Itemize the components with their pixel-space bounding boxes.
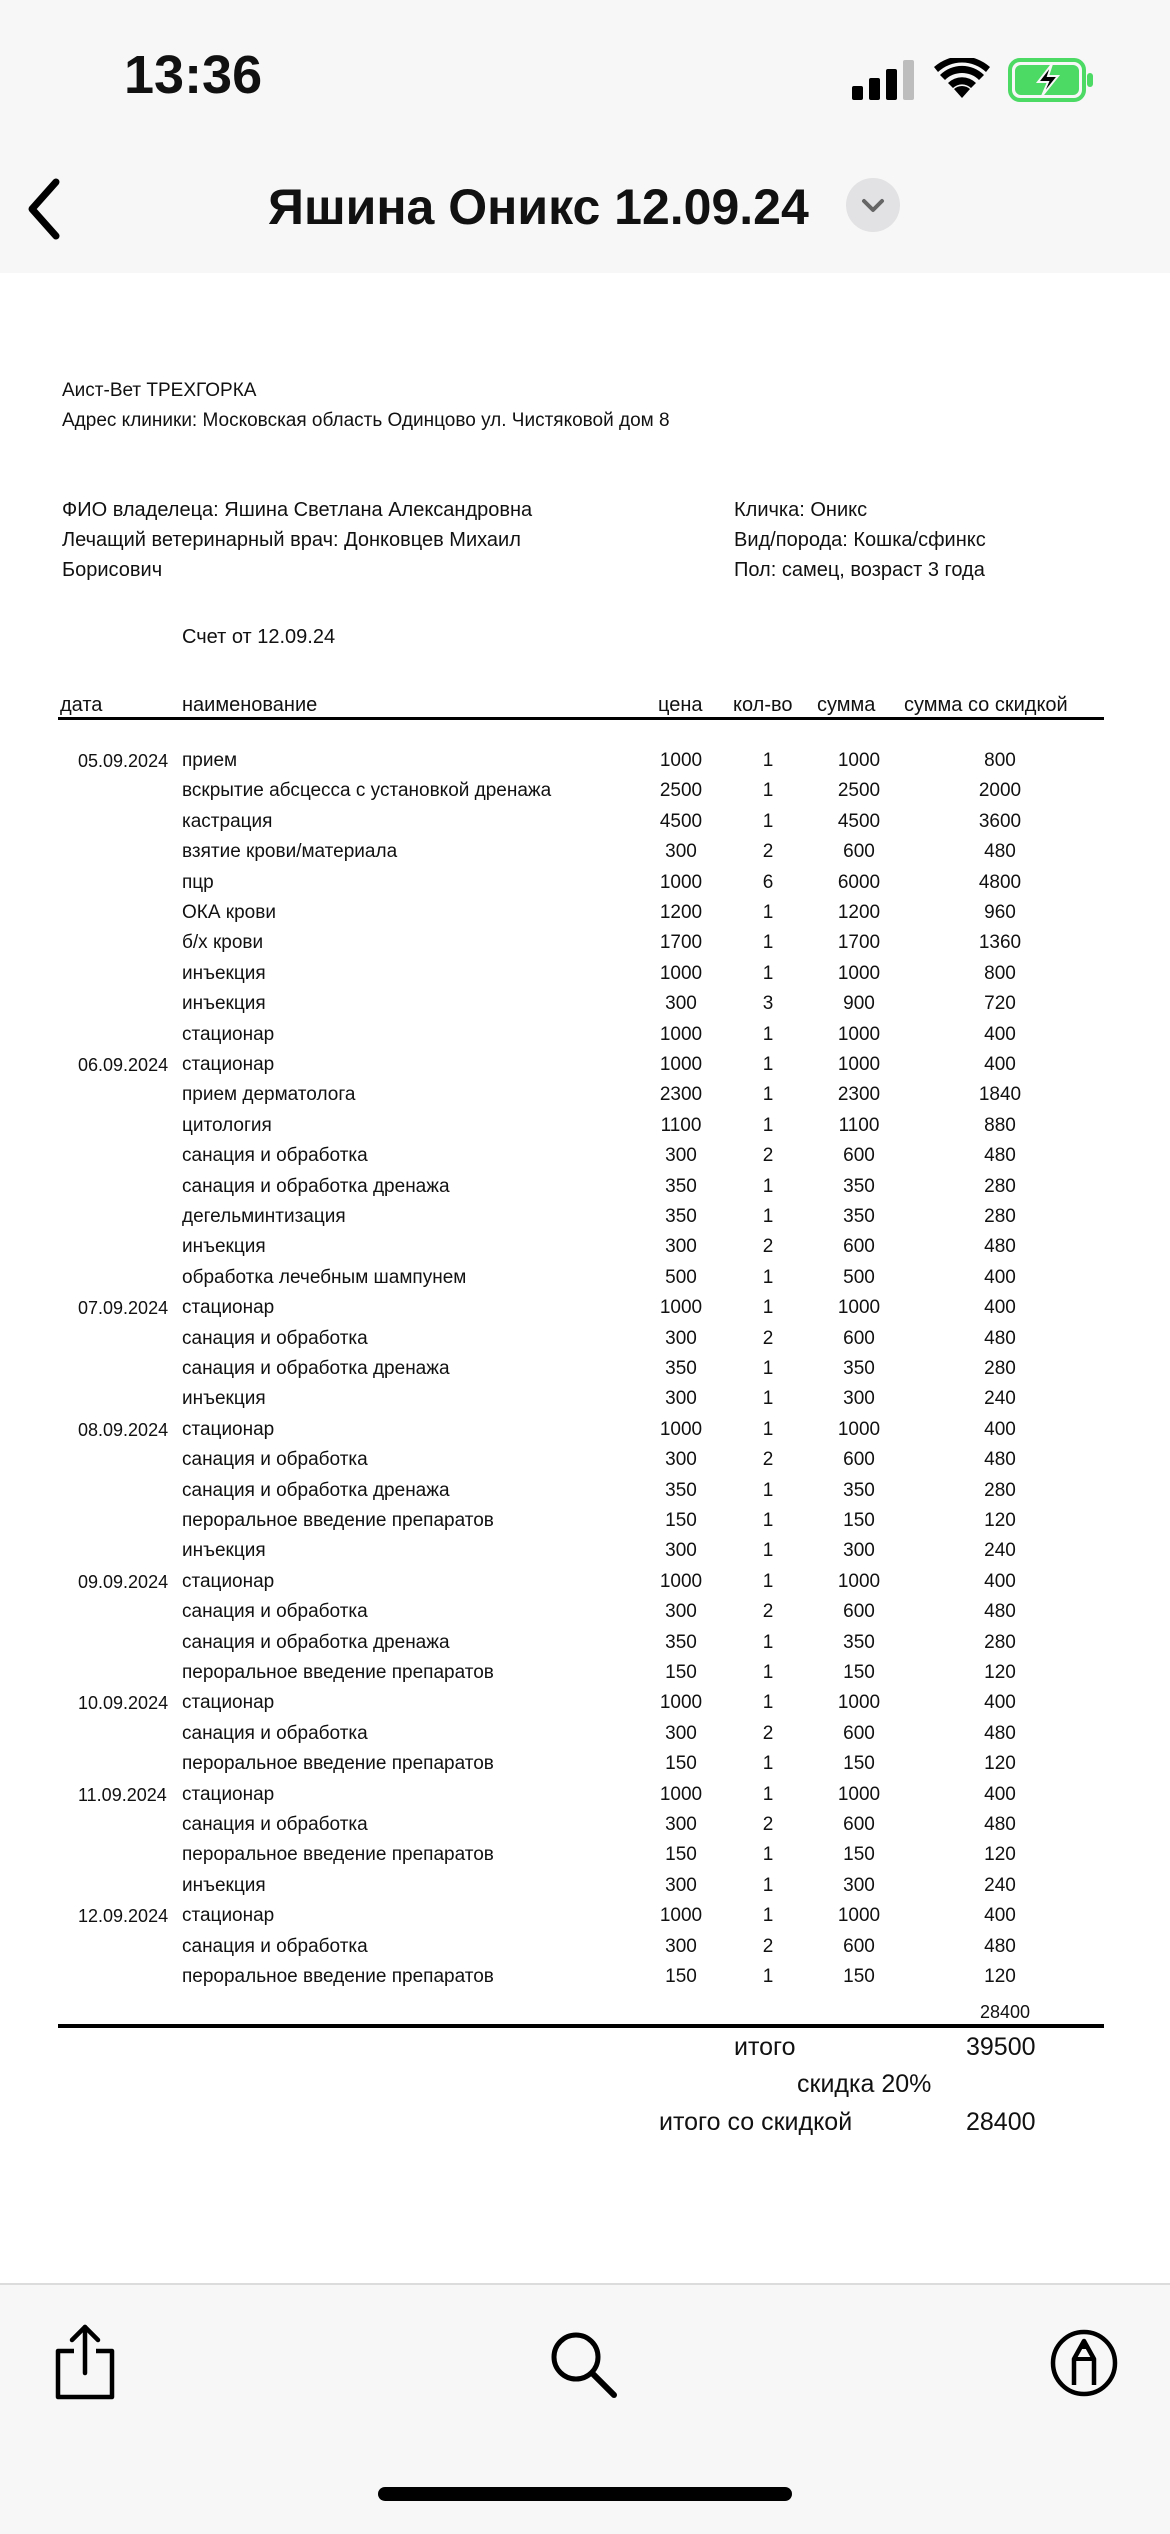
cell-discounted: 1360 — [978, 932, 1022, 953]
cell-qty: 1 — [762, 1358, 774, 1379]
cell-sum: 350 — [843, 1480, 875, 1501]
cell-price: 1000 — [659, 1905, 703, 1926]
cell-price: 300 — [665, 1449, 697, 1470]
cell-name: пероральное введение препаратов — [182, 1966, 494, 1987]
cell-sum: 600 — [843, 1601, 875, 1622]
cell-name: кастрация — [182, 811, 273, 832]
cell-price: 1700 — [659, 932, 703, 953]
navigation-bar — [0, 150, 1170, 275]
doctor-line-2: Борисович — [62, 559, 163, 581]
totals-divider — [58, 2024, 1104, 2028]
cell-price: 300 — [665, 1723, 697, 1744]
clinic-address: Адрес клиники: Московская область Одинцово ул. Чистяковой дом 8 — [62, 410, 670, 431]
cell-discounted: 480 — [984, 1601, 1016, 1622]
cell-name: инъекция — [182, 1875, 266, 1896]
cell-name: санация и обработка дренажа — [182, 1480, 450, 1501]
discounted-total-value: 28400 — [966, 2108, 1036, 2136]
cell-name: санация и обработка — [182, 1328, 368, 1349]
cell-qty: 1 — [762, 750, 774, 771]
invoice-document — [0, 273, 1170, 2283]
cell-price: 300 — [665, 1328, 697, 1349]
cell-discounted: 880 — [984, 1115, 1016, 1136]
cell-price: 300 — [665, 1875, 697, 1896]
cell-qty: 1 — [762, 1388, 774, 1409]
cell-sum: 600 — [843, 1723, 875, 1744]
cell-name: санация и обработка — [182, 1449, 368, 1470]
cell-sum: 300 — [843, 1540, 875, 1561]
cell-qty: 1 — [762, 1966, 774, 1987]
cell-discounted: 280 — [984, 1480, 1016, 1501]
cell-qty: 3 — [762, 993, 774, 1014]
cell-discounted: 400 — [984, 1297, 1016, 1318]
cell-discounted: 3600 — [978, 811, 1022, 832]
cell-qty: 1 — [762, 1206, 774, 1227]
cell-discounted: 480 — [984, 1723, 1016, 1744]
cell-sum: 150 — [843, 1662, 875, 1683]
title-menu-button[interactable] — [846, 178, 900, 232]
cell-sum: 1000 — [837, 1024, 881, 1045]
cell-sum: 150 — [843, 1966, 875, 1987]
cell-name: стационар — [182, 1905, 275, 1926]
header-date: дата — [60, 694, 103, 716]
battery-charging-icon — [1008, 58, 1094, 102]
cell-name: стационар — [182, 1784, 275, 1805]
cell-price: 150 — [665, 1510, 697, 1531]
cell-discounted: 2000 — [978, 780, 1022, 801]
cell-discounted: 960 — [984, 902, 1016, 923]
cell-sum: 1000 — [837, 1571, 881, 1592]
cell-discounted: 400 — [984, 1692, 1016, 1713]
cell-price: 1000 — [659, 963, 703, 984]
cell-discounted: 800 — [984, 750, 1016, 771]
cell-sum: 600 — [843, 1814, 875, 1835]
cell-qty: 1 — [762, 1510, 774, 1531]
cell-price: 1000 — [659, 750, 703, 771]
document-title[interactable]: Яшина Оникс 12.09.24 — [268, 179, 809, 235]
cell-name: инъекция — [182, 1540, 266, 1561]
cell-price: 1000 — [659, 1297, 703, 1318]
cell-name: санация и обработка дренажа — [182, 1632, 450, 1653]
back-chevron-icon[interactable] — [20, 174, 70, 244]
owner-name: ФИО владелеца: Яшина Светлана Александровна — [62, 499, 533, 521]
cell-name: санация и обработка — [182, 1145, 368, 1166]
cell-sum: 1000 — [837, 1419, 881, 1440]
cell-qty: 6 — [762, 872, 774, 893]
cell-price: 300 — [665, 1601, 697, 1622]
cell-sum: 1200 — [837, 902, 881, 923]
cell-sum: 600 — [843, 1328, 875, 1349]
cell-discounted: 480 — [984, 841, 1016, 862]
cell-name: санация и обработка — [182, 1723, 368, 1744]
cell-price: 300 — [665, 1936, 697, 1957]
cell-price: 300 — [665, 1540, 697, 1561]
cell-sum: 500 — [843, 1267, 875, 1288]
cell-discounted: 120 — [984, 1662, 1016, 1683]
cell-discounted: 480 — [984, 1449, 1016, 1470]
cell-qty: 1 — [762, 1267, 774, 1288]
cell-price: 1000 — [659, 1419, 703, 1440]
cell-sum: 1000 — [837, 1054, 881, 1075]
header-divider — [58, 717, 1104, 720]
cell-name: пероральное введение препаратов — [182, 1753, 494, 1774]
cell-name: санация и обработка — [182, 1601, 368, 1622]
cell-price: 150 — [665, 1753, 697, 1774]
cell-sum: 1000 — [837, 963, 881, 984]
cell-sum: 1100 — [838, 1115, 880, 1136]
pet-name: Кличка: Оникс — [734, 499, 868, 521]
cell-sum: 300 — [843, 1388, 875, 1409]
cell-price: 350 — [665, 1176, 697, 1197]
cell-date: 07.09.2024 — [78, 1298, 169, 1318]
cell-discounted: 480 — [984, 1145, 1016, 1166]
cell-name: санация и обработка дренажа — [182, 1176, 450, 1197]
cell-price: 300 — [665, 1814, 697, 1835]
cell-qty: 1 — [762, 1084, 774, 1105]
cell-price: 350 — [665, 1206, 697, 1227]
cell-discounted: 4800 — [978, 872, 1022, 893]
cell-price: 300 — [665, 841, 697, 862]
cell-name: пцр — [182, 872, 214, 893]
cell-name: стационар — [182, 1054, 275, 1075]
invoice-title: Счет от 12.09.24 — [182, 626, 336, 648]
markup-icon[interactable] — [1048, 2327, 1120, 2399]
share-icon[interactable] — [50, 2321, 120, 2403]
cell-qty: 1 — [762, 1540, 774, 1561]
cell-name: пероральное введение препаратов — [182, 1662, 494, 1683]
search-icon[interactable] — [548, 2329, 620, 2401]
cell-sum: 150 — [843, 1510, 875, 1531]
cell-date: 09.09.2024 — [78, 1572, 169, 1592]
cell-sum: 600 — [843, 1449, 875, 1470]
cell-discounted: 120 — [984, 1753, 1016, 1774]
doctor-line-1: Лечащий ветеринарный врач: Донковцев Михаил — [62, 529, 521, 551]
cell-name: б/х крови — [182, 932, 264, 953]
status-time: 13:36 — [124, 45, 263, 105]
cell-date: 05.09.2024 — [78, 751, 169, 771]
cell-sum: 150 — [843, 1753, 875, 1774]
cell-sum: 2300 — [837, 1084, 881, 1105]
cell-name: инъекция — [182, 1236, 266, 1257]
cell-date: 08.09.2024 — [78, 1420, 169, 1440]
cell-sum: 6000 — [837, 872, 881, 893]
cell-qty: 1 — [762, 1844, 774, 1865]
cell-discounted: 400 — [984, 1054, 1016, 1075]
cell-discounted: 240 — [984, 1388, 1016, 1409]
cell-name: стационар — [182, 1024, 275, 1045]
cell-sum: 350 — [843, 1176, 875, 1197]
cell-name: стационар — [182, 1692, 275, 1713]
cell-sum: 1000 — [837, 750, 881, 771]
pet-sex-age: Пол: самец, возраст 3 года — [734, 559, 985, 581]
header-discounted: сумма со скидкой — [904, 694, 1068, 716]
cell-qty: 1 — [762, 1662, 774, 1683]
cell-qty: 1 — [762, 1176, 774, 1197]
cell-date: 11.09.2024 — [78, 1785, 167, 1805]
cell-price: 1000 — [659, 1692, 703, 1713]
cell-discounted: 720 — [984, 993, 1016, 1014]
cell-price: 1000 — [659, 1054, 703, 1075]
cell-price: 2500 — [659, 780, 703, 801]
cell-discounted: 800 — [984, 963, 1016, 984]
cell-qty: 2 — [762, 1814, 774, 1835]
cell-price: 1100 — [660, 1115, 702, 1136]
cell-qty: 2 — [762, 1449, 774, 1470]
cell-qty: 1 — [762, 932, 774, 953]
cell-name: дегельминтизация — [182, 1206, 346, 1227]
discount-label: скидка 20% — [797, 2070, 932, 2098]
cell-qty: 2 — [762, 1723, 774, 1744]
cell-sum: 1000 — [837, 1905, 881, 1926]
cell-sum: 600 — [843, 1145, 875, 1166]
header-name: наименование — [182, 694, 318, 716]
cell-qty: 2 — [762, 1601, 774, 1622]
total-label: итого — [734, 2033, 796, 2061]
cell-name: стационар — [182, 1297, 275, 1318]
cell-name: обработка лечебным шампунем — [182, 1267, 467, 1288]
cell-name: ОКА крови — [182, 902, 276, 923]
discounted-total-label: итого со скидкой — [659, 2108, 853, 2136]
cell-sum: 350 — [843, 1358, 875, 1379]
cell-sum: 1000 — [837, 1784, 881, 1805]
cell-price: 500 — [665, 1267, 697, 1288]
home-indicator[interactable] — [378, 2487, 792, 2501]
cell-discounted: 120 — [984, 1844, 1016, 1865]
cell-qty: 1 — [762, 1784, 774, 1805]
cell-discounted: 400 — [984, 1571, 1016, 1592]
cell-price: 1000 — [659, 1571, 703, 1592]
cell-price: 150 — [665, 1662, 697, 1683]
cell-sum: 2500 — [837, 780, 881, 801]
cell-price: 1200 — [659, 902, 703, 923]
cell-price: 150 — [665, 1844, 697, 1865]
cell-name: прием — [182, 750, 238, 771]
cell-discounted: 400 — [984, 1267, 1016, 1288]
cell-name: стационар — [182, 1419, 275, 1440]
clinic-name: Аист-Вет ТРЕХГОРКА — [62, 380, 257, 401]
cell-discounted: 120 — [984, 1966, 1016, 1987]
cell-qty: 1 — [762, 1571, 774, 1592]
cell-discounted: 480 — [984, 1814, 1016, 1835]
cell-name: санация и обработка — [182, 1814, 368, 1835]
column-total: 28400 — [979, 2002, 1031, 2022]
cell-name: стационар — [182, 1571, 275, 1592]
cell-discounted: 280 — [984, 1206, 1016, 1227]
cell-date: 06.09.2024 — [78, 1055, 169, 1075]
cell-sum: 1000 — [837, 1297, 881, 1318]
cell-qty: 1 — [762, 1419, 774, 1440]
cell-discounted: 400 — [984, 1905, 1016, 1926]
cell-qty: 1 — [762, 1115, 774, 1136]
cell-sum: 150 — [843, 1844, 875, 1865]
cell-price: 2300 — [659, 1084, 703, 1105]
cell-qty: 1 — [762, 1024, 774, 1045]
chevron-down-icon — [846, 178, 900, 232]
cell-sum: 300 — [843, 1875, 875, 1896]
header-qty: кол-во — [733, 694, 793, 716]
cell-discounted: 240 — [984, 1540, 1016, 1561]
cell-qty: 2 — [762, 1236, 774, 1257]
cell-sum: 350 — [843, 1206, 875, 1227]
cell-qty: 2 — [762, 1145, 774, 1166]
cell-discounted: 480 — [984, 1936, 1016, 1957]
header-price: цена — [658, 694, 703, 716]
cell-discounted: 1840 — [978, 1084, 1022, 1105]
cell-price: 1000 — [659, 872, 703, 893]
cell-name: взятие крови/материала — [182, 841, 398, 862]
cell-qty: 1 — [762, 780, 774, 801]
cell-name: санация и обработка дренажа — [182, 1358, 450, 1379]
cell-name: санация и обработка — [182, 1936, 368, 1957]
cell-qty: 1 — [762, 1692, 774, 1713]
cell-qty: 1 — [762, 1480, 774, 1501]
cell-sum: 600 — [843, 841, 875, 862]
cell-name: инъекция — [182, 993, 266, 1014]
cell-discounted: 240 — [984, 1875, 1016, 1896]
cell-name: пероральное введение препаратов — [182, 1510, 494, 1531]
cell-sum: 4500 — [837, 811, 881, 832]
cell-discounted: 280 — [984, 1632, 1016, 1653]
cell-qty: 1 — [762, 1632, 774, 1653]
cell-name: пероральное введение препаратов — [182, 1844, 494, 1865]
total-value: 39500 — [966, 2033, 1036, 2061]
cell-sum: 1000 — [837, 1692, 881, 1713]
wifi-icon — [934, 58, 990, 100]
pet-species: Вид/порода: Кошка/сфинкс — [734, 529, 986, 551]
cellular-signal-icon — [852, 60, 918, 100]
cell-price: 1000 — [659, 1784, 703, 1805]
cell-qty: 2 — [762, 1936, 774, 1957]
cell-discounted: 120 — [984, 1510, 1016, 1531]
cell-qty: 1 — [762, 1753, 774, 1774]
cell-sum: 350 — [843, 1632, 875, 1653]
cell-qty: 1 — [762, 811, 774, 832]
cell-date: 12.09.2024 — [78, 1906, 169, 1926]
cell-discounted: 400 — [984, 1419, 1016, 1440]
cell-price: 350 — [665, 1632, 697, 1653]
cell-price: 350 — [665, 1358, 697, 1379]
cell-discounted: 400 — [984, 1784, 1016, 1805]
cell-date: 10.09.2024 — [78, 1693, 169, 1713]
cell-qty: 1 — [762, 1054, 774, 1075]
cell-price: 300 — [665, 993, 697, 1014]
cell-price: 300 — [665, 1145, 697, 1166]
cell-name: инъекция — [182, 963, 266, 984]
cell-name: инъекция — [182, 1388, 266, 1409]
cell-discounted: 280 — [984, 1358, 1016, 1379]
cell-price: 150 — [665, 1966, 697, 1987]
cell-qty: 1 — [762, 963, 774, 984]
cell-price: 300 — [665, 1388, 697, 1409]
cell-discounted: 480 — [984, 1328, 1016, 1349]
cell-price: 1000 — [659, 1024, 703, 1045]
cell-qty: 1 — [762, 902, 774, 923]
header-sum: сумма — [817, 694, 876, 716]
cell-price: 300 — [665, 1236, 697, 1257]
cell-discounted: 400 — [984, 1024, 1016, 1045]
cell-price: 4500 — [659, 811, 703, 832]
cell-discounted: 480 — [984, 1236, 1016, 1257]
cell-sum: 900 — [843, 993, 875, 1014]
cell-qty: 1 — [762, 1875, 774, 1896]
cell-name: вскрытие абсцесса с установкой дренажа — [182, 780, 552, 801]
cell-qty: 1 — [762, 1905, 774, 1926]
cell-qty: 2 — [762, 841, 774, 862]
cell-price: 350 — [665, 1480, 697, 1501]
cell-qty: 2 — [762, 1328, 774, 1349]
cell-name: прием дерматолога — [182, 1084, 356, 1105]
cell-sum: 600 — [843, 1236, 875, 1257]
status-bar — [0, 0, 1170, 150]
cell-qty: 1 — [762, 1297, 774, 1318]
cell-name: цитология — [182, 1115, 272, 1136]
cell-discounted: 280 — [984, 1176, 1016, 1197]
cell-sum: 1700 — [837, 932, 881, 953]
cell-sum: 600 — [843, 1936, 875, 1957]
